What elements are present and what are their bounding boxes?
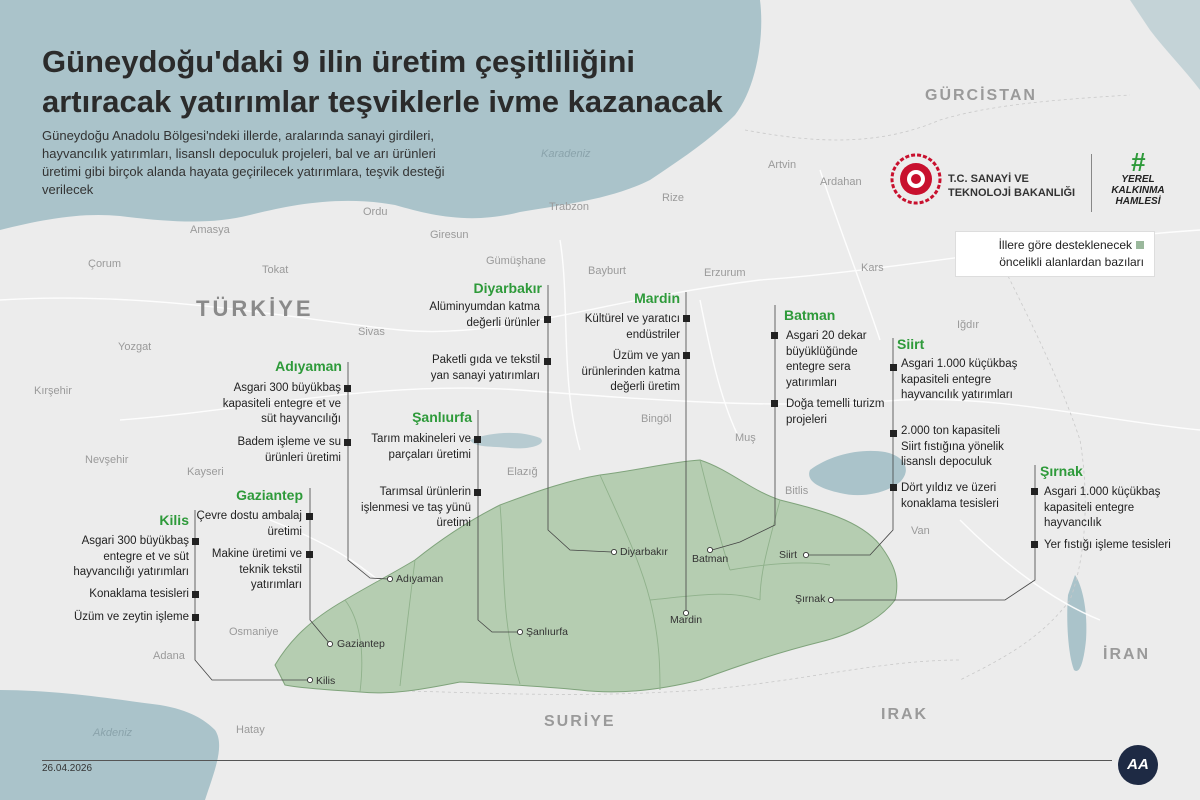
page-subtitle: Güneydoğu Anadolu Bölgesi'ndeki illerde, aralarında sanayi girdileri, hayvancılık yatırımları, lisanslı depoculuk projeleri, bal ve arı ürünleri üretimi gibi birçok alanda hayata geçirilecek yatırımlara, teşvik desteği verilecek: [42, 128, 445, 197]
label-mus: Muş: [735, 432, 756, 444]
pin-kilis: [307, 677, 312, 682]
label-rize: Rize: [662, 192, 685, 204]
label-bingol: Bingöl: [641, 413, 672, 425]
legend-line2: öncelikli alanlardan bazıları: [999, 255, 1144, 269]
bullet-siirt-2: [890, 430, 897, 437]
province-sirnak-item-2: Yer fıstığı işleme tesisleri: [1044, 539, 1171, 551]
label-hatay: Hatay: [236, 724, 265, 736]
province-kilis-title: Kilis: [159, 512, 189, 528]
label-akdeniz: Akdeniz: [93, 727, 133, 739]
province-siirt-item-3: Dört yıldız ve üzeri konaklama tesisleri: [901, 482, 999, 510]
pin-sanliurfa: [517, 629, 522, 634]
label-gurcistan: GÜRCİSTAN: [925, 87, 1037, 104]
province-gaziantep-title: Gaziantep: [236, 487, 303, 503]
label-bayburt: Bayburt: [588, 265, 626, 277]
label-ardahan: Ardahan: [820, 176, 862, 188]
province-mardin-item-1: Kültürel ve yaratıcı endüstriler: [584, 313, 680, 341]
label-sivas: Sivas: [358, 326, 385, 338]
label-artvin: Artvin: [768, 159, 797, 171]
label-van: Van: [911, 525, 930, 537]
hash-icon: #: [1130, 147, 1146, 177]
label-tokat: Tokat: [262, 264, 289, 276]
campaign-logo-line1: YEREL: [1121, 174, 1155, 185]
label-amasya: Amasya: [190, 224, 230, 236]
province-siirt-item-2: 2.000 ton kapasiteli Siirt fıstığına yönelik lisanslı depoculuk: [901, 425, 1004, 468]
label-ordu: Ordu: [363, 206, 388, 218]
pin-label-sanliurfa: Şanlıurfa: [526, 626, 569, 638]
bullet-siirt-1: [890, 364, 897, 371]
page-title: Güneydoğu'daki 9 ilin üretim çeşitliliğini artıracak yatırımlar teşviklerle ivme kazanacak: [42, 44, 723, 119]
province-adiyaman-item-2: Badem işleme ve su ürünleri üretimi: [237, 436, 341, 464]
pin-diyarbakir: [611, 549, 616, 554]
province-diyarbakir-title: Diyarbakır: [473, 280, 542, 296]
bullet-diyarbakir-2: [544, 358, 551, 365]
province-gaziantep-item-2: Makine üretimi ve teknik tekstil yatırımları: [211, 548, 302, 591]
label-suriye: SURİYE: [544, 713, 616, 730]
province-gaziantep-item-1: Çevre dostu ambalaj üretimi: [196, 510, 302, 538]
campaign-logo-line2: KALKINMA: [1111, 185, 1165, 196]
label-turkiye: TÜRKİYE: [196, 296, 314, 321]
province-diyarbakir-item-1: Alüminyumdan katma değerli ürünler: [429, 301, 540, 329]
label-igdir: Iğdır: [957, 319, 980, 331]
bullet-kilis-3: [192, 614, 199, 621]
bullet-batman-1: [771, 332, 778, 339]
pin-label-diyarbakir: Diyarbakır: [620, 546, 668, 558]
label-bitlis: Bitlis: [785, 485, 809, 497]
pin-label-sirnak: Şırnak: [795, 593, 826, 605]
bullet-adiyaman-2: [344, 439, 351, 446]
label-yozgat: Yozgat: [118, 341, 152, 353]
pin-adiyaman: [387, 576, 392, 581]
pin-sirnak: [828, 597, 833, 602]
legend-line1: İllere göre desteklenecek: [998, 238, 1132, 252]
label-kirsehir: Kırşehir: [34, 385, 72, 397]
bullet-siirt-3: [890, 484, 897, 491]
province-sirnak-item-1: Asgari 1.000 küçükbaş kapasiteli entegre hayvancılık: [1044, 486, 1161, 529]
province-mardin-title: Mardin: [634, 290, 680, 306]
label-corum: Çorum: [88, 258, 122, 270]
province-mardin-item-2: Üzüm ve yan ürünlerinden katma değerli üretim: [581, 350, 680, 393]
pin-batman: [707, 547, 712, 552]
bullet-sanliurfa-2: [474, 489, 481, 496]
label-erzurum: Erzurum: [704, 267, 746, 279]
province-sanliurfa-item-1: Tarım makineleri ve parçaları üretimi: [371, 433, 471, 461]
aa-logo-icon: AA: [1118, 745, 1158, 785]
campaign-logo-line3: HAMLESİ: [1115, 196, 1161, 207]
bullet-adiyaman-1: [344, 385, 351, 392]
footer-rule: [42, 760, 1112, 761]
label-kars: Kars: [861, 262, 884, 274]
province-kilis-item-1: Asgari 300 büyükbaş entegre et ve süt hayvancılığı yatırımları: [73, 535, 189, 578]
province-sanliurfa-title: Şanlıurfa: [412, 409, 472, 425]
province-kilis-item-3: Üzüm ve zeytin işleme: [73, 611, 189, 623]
label-kayseri: Kayseri: [187, 466, 224, 478]
province-siirt-title: Siirt: [897, 336, 925, 352]
province-sirnak-title: Şırnak: [1040, 463, 1083, 479]
label-osmaniye: Osmaniye: [229, 626, 279, 638]
pin-label-siirt: Siirt: [779, 549, 798, 561]
bullet-mardin-2: [683, 352, 690, 359]
province-adiyaman-title: Adıyaman: [275, 358, 342, 374]
pin-label-gaziantep: Gaziantep: [337, 638, 385, 650]
province-adiyaman-item-1: Asgari 300 büyükbaş kapasiteli entegre et ve süt hayvancılığı: [222, 382, 341, 425]
label-trabzon: Trabzon: [549, 201, 589, 213]
pin-label-batman: Batman: [692, 553, 729, 565]
bullet-gaziantep-1: [306, 513, 313, 520]
pin-label-mardin: Mardin: [670, 614, 703, 626]
pin-gaziantep: [327, 641, 332, 646]
label-adana: Adana: [153, 650, 185, 662]
label-irak: IRAK: [881, 706, 929, 723]
province-diyarbakir-item-2: Paketli gıda ve tekstil yan sanayi yatırımları: [430, 354, 540, 382]
bullet-sirnak-2: [1031, 541, 1038, 548]
bullet-sirnak-1: [1031, 488, 1038, 495]
ministry-name-line1: T.C. SANAYİ VE: [948, 173, 1029, 185]
bullet-diyarbakir-1: [544, 316, 551, 323]
label-karadeniz: Karadeniz: [541, 148, 591, 160]
label-nevsehir: Nevşehir: [85, 454, 129, 466]
bullet-gaziantep-2: [306, 551, 313, 558]
bullet-batman-2: [771, 400, 778, 407]
label-gumushane: Gümüşhane: [486, 255, 546, 267]
label-giresun: Giresun: [430, 229, 469, 241]
province-sanliurfa-item-2: Tarımsal ürünlerin işlenmesi ve taş yünü üretimi: [361, 486, 471, 529]
bullet-sanliurfa-1: [474, 436, 481, 443]
publish-date: 26.04.2026: [42, 763, 93, 774]
bullet-mardin-1: [683, 315, 690, 322]
ministry-name-line2: TEKNOLOJİ BAKANLIĞI: [948, 187, 1076, 199]
province-batman-title: Batman: [784, 307, 836, 323]
pin-siirt: [803, 552, 808, 557]
province-siirt-item-1: Asgari 1.000 küçükbaş kapasiteli entegre hayvancılık yatırımları: [901, 358, 1018, 401]
province-batman-item-2: Doğa temelli turizm projeleri: [786, 398, 885, 426]
label-iran: İRAN: [1103, 646, 1151, 663]
label-elazig: Elazığ: [507, 466, 538, 478]
province-batman-item-1: Asgari 20 dekar büyüklüğünde entegre sera yatırımları: [786, 330, 867, 389]
province-kilis-item-2: Konaklama tesisleri: [89, 588, 189, 600]
pin-label-adiyaman: Adıyaman: [396, 573, 444, 585]
pin-label-kilis: Kilis: [316, 675, 336, 687]
